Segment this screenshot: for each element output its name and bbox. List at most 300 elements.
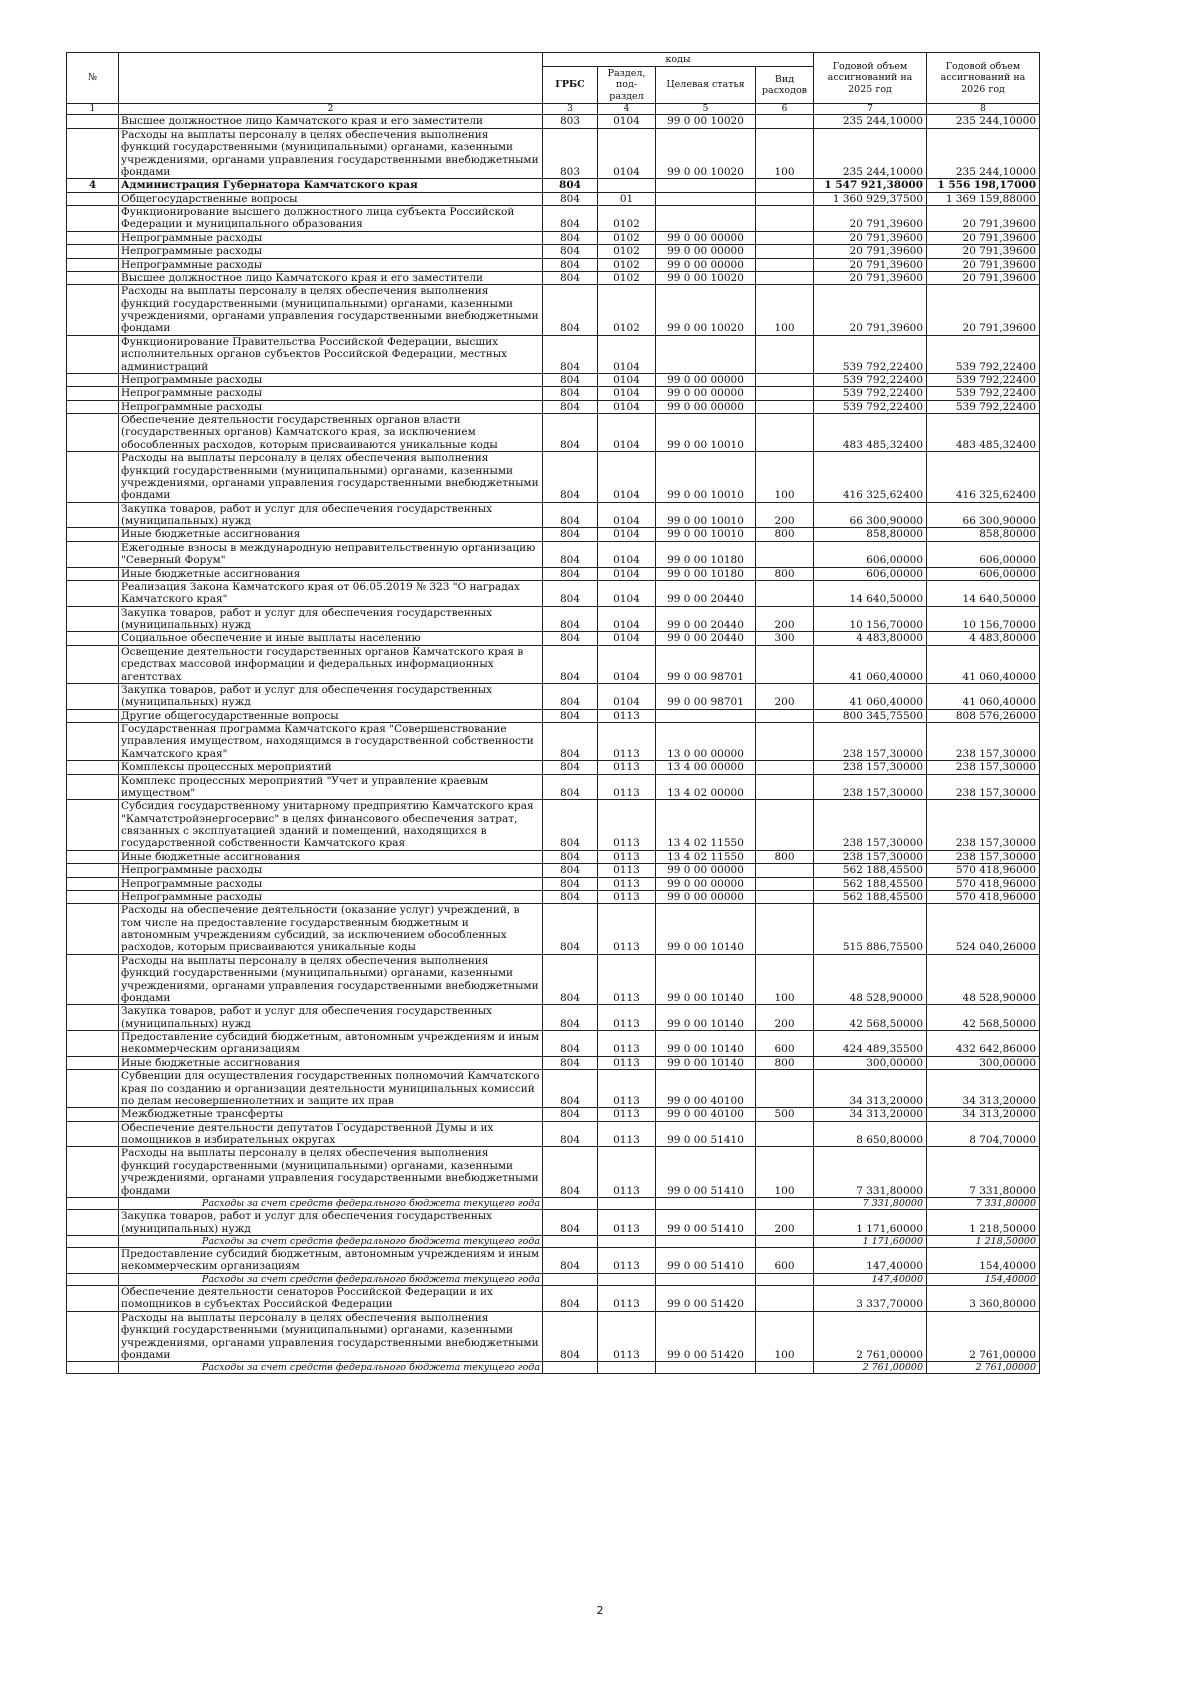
amount-2025: 41 060,40000 bbox=[814, 683, 927, 709]
table-row bbox=[67, 400, 1040, 413]
grbs-code bbox=[543, 1273, 598, 1285]
table-row bbox=[67, 387, 1040, 400]
grbs-code: 804 bbox=[543, 271, 598, 284]
expense-name: Закупка товаров, работ и услуг для обеспечения государственных (муниципальных) нужд bbox=[119, 683, 543, 709]
amount-2025: 562 188,45500 bbox=[814, 877, 927, 890]
table-row bbox=[67, 258, 1040, 271]
row-number bbox=[67, 1273, 119, 1285]
table-row bbox=[67, 502, 1040, 528]
amount-2026: 570 418,96000 bbox=[927, 877, 1040, 890]
target-article-code: 99 0 00 51410 bbox=[656, 1121, 756, 1147]
target-article-code: 99 0 00 20440 bbox=[656, 580, 756, 606]
amount-2026: 235 244,10000 bbox=[927, 128, 1040, 179]
amount-2025: 147,40000 bbox=[814, 1273, 927, 1285]
section-code: 0104 bbox=[598, 567, 656, 580]
grbs-code: 804 bbox=[543, 502, 598, 528]
expense-type-code: 100 bbox=[756, 285, 814, 336]
target-article-code bbox=[656, 335, 756, 373]
target-article-code: 99 0 00 00000 bbox=[656, 231, 756, 244]
expense-type-code bbox=[756, 271, 814, 284]
table-row bbox=[67, 452, 1040, 503]
target-article-code: 13 0 00 00000 bbox=[656, 723, 756, 761]
section-code: 0104 bbox=[598, 115, 656, 128]
row-number bbox=[67, 567, 119, 580]
expense-name: Ежегодные взносы в международную неправительственную организацию "Северный Форум" bbox=[119, 541, 543, 567]
target-article-code: 99 0 00 40100 bbox=[656, 1070, 756, 1108]
table-row bbox=[67, 128, 1040, 179]
amount-2025: 41 060,40000 bbox=[814, 645, 927, 683]
amount-2026: 154,40000 bbox=[927, 1248, 1040, 1274]
expense-type-code bbox=[756, 580, 814, 606]
table-row bbox=[67, 335, 1040, 373]
expense-type-code bbox=[756, 1362, 814, 1374]
amount-2025: 42 568,50000 bbox=[814, 1005, 927, 1031]
expense-type-code: 100 bbox=[756, 1311, 814, 1362]
expense-type-code: 200 bbox=[756, 1210, 814, 1236]
col-name-header bbox=[119, 53, 543, 104]
row-number bbox=[67, 452, 119, 503]
target-article-code: 99 0 00 00000 bbox=[656, 877, 756, 890]
target-article-code: 99 0 00 00000 bbox=[656, 258, 756, 271]
grbs-code bbox=[543, 1235, 598, 1247]
section-code: 0104 bbox=[598, 580, 656, 606]
amount-2025: 2 761,00000 bbox=[814, 1311, 927, 1362]
grbs-code: 804 bbox=[543, 1005, 598, 1031]
target-article-code bbox=[656, 1362, 756, 1374]
row-number bbox=[67, 774, 119, 800]
table-row bbox=[67, 877, 1040, 890]
section-code: 0104 bbox=[598, 452, 656, 503]
table-row bbox=[67, 1108, 1040, 1121]
expense-type-code: 200 bbox=[756, 1005, 814, 1031]
row-number bbox=[67, 541, 119, 567]
grbs-code: 804 bbox=[543, 335, 598, 373]
target-article-code: 13 4 02 00000 bbox=[656, 774, 756, 800]
expense-type-code: 200 bbox=[756, 606, 814, 632]
target-article-code: 99 0 00 10020 bbox=[656, 285, 756, 336]
section-code: 0113 bbox=[598, 761, 656, 774]
section-code: 0104 bbox=[598, 606, 656, 632]
amount-2025: 8 650,80000 bbox=[814, 1121, 927, 1147]
amount-2025: 483 485,32400 bbox=[814, 414, 927, 452]
amount-2025: 539 792,22400 bbox=[814, 335, 927, 373]
table-row bbox=[67, 1005, 1040, 1031]
expense-name: Расходы на выплаты персоналу в целях обеспечения выполнения функций государственными (муниципальными) органами, казенными учреждениями, органами управления государственными внебюджетными фондами bbox=[119, 285, 543, 336]
row-number bbox=[67, 877, 119, 890]
section-code: 0104 bbox=[598, 128, 656, 179]
amount-2025: 238 157,30000 bbox=[814, 774, 927, 800]
grbs-code: 804 bbox=[543, 1248, 598, 1274]
amount-2026: 606,00000 bbox=[927, 541, 1040, 567]
expense-type-code: 100 bbox=[756, 452, 814, 503]
target-article-code: 13 4 02 11550 bbox=[656, 850, 756, 863]
amount-2026: 1 218,50000 bbox=[927, 1210, 1040, 1236]
row-number bbox=[67, 414, 119, 452]
target-article-code: 99 0 00 00000 bbox=[656, 864, 756, 877]
amount-2026: 432 642,86000 bbox=[927, 1031, 1040, 1057]
amount-2026: 20 791,39600 bbox=[927, 271, 1040, 284]
grbs-code: 803 bbox=[543, 128, 598, 179]
table-row bbox=[67, 414, 1040, 452]
table-row bbox=[67, 761, 1040, 774]
expense-name: Предоставление субсидий бюджетным, автономным учреждениям и иным некоммерческим организациям bbox=[119, 1031, 543, 1057]
amount-2026: 808 576,26000 bbox=[927, 709, 1040, 722]
section-code: 01 bbox=[598, 192, 656, 205]
section-code bbox=[598, 1273, 656, 1285]
expense-name: Непрограммные расходы bbox=[119, 400, 543, 413]
expense-type-code: 200 bbox=[756, 502, 814, 528]
expense-type-code bbox=[756, 387, 814, 400]
amount-2026: 1 369 159,88000 bbox=[927, 192, 1040, 205]
expense-name: Высшее должностное лицо Камчатского края и его заместители bbox=[119, 115, 543, 128]
col-number-header: № bbox=[67, 53, 119, 104]
amount-2026: 539 792,22400 bbox=[927, 335, 1040, 373]
amount-2026: 539 792,22400 bbox=[927, 373, 1040, 386]
grbs-code: 804 bbox=[543, 414, 598, 452]
table-row bbox=[67, 709, 1040, 722]
grbs-code: 804 bbox=[543, 1070, 598, 1108]
target-article-code: 99 0 00 10180 bbox=[656, 541, 756, 567]
target-article-code: 99 0 00 98701 bbox=[656, 683, 756, 709]
expense-type-code bbox=[756, 400, 814, 413]
target-article-code: 99 0 00 10140 bbox=[656, 904, 756, 955]
section-code bbox=[598, 1235, 656, 1247]
grbs-code: 804 bbox=[543, 567, 598, 580]
grbs-code: 804 bbox=[543, 580, 598, 606]
table-row bbox=[67, 1031, 1040, 1057]
grbs-code: 804 bbox=[543, 1210, 598, 1236]
amount-2025: 238 157,30000 bbox=[814, 723, 927, 761]
row-number bbox=[67, 1235, 119, 1247]
expense-name: Расходы на выплаты персоналу в целях обеспечения выполнения функций государственными (муниципальными) органами, казенными учреждениями, органами управления государственными внебюджетными фондами bbox=[119, 954, 543, 1005]
expense-type-code: 800 bbox=[756, 850, 814, 863]
row-number bbox=[67, 192, 119, 205]
expense-name: Обеспечение деятельности сенаторов Российской Федерации и их помощников в субъектах Российской Федерации bbox=[119, 1286, 543, 1312]
section-code: 0102 bbox=[598, 285, 656, 336]
row-number bbox=[67, 231, 119, 244]
expense-type-code bbox=[756, 723, 814, 761]
expense-name: Расходы на выплаты персоналу в целях обеспечения выполнения функций государственными (муниципальными) органами, казенными учреждениями, органами управления государственными внебюджетными фондами bbox=[119, 1311, 543, 1362]
amount-2025: 539 792,22400 bbox=[814, 387, 927, 400]
amount-2026: 41 060,40000 bbox=[927, 683, 1040, 709]
table-row bbox=[67, 1070, 1040, 1108]
table-row bbox=[67, 1210, 1040, 1236]
federal-funds-row bbox=[67, 1235, 1040, 1247]
target-article-code bbox=[656, 1235, 756, 1247]
amount-2025: 7 331,80000 bbox=[814, 1197, 927, 1209]
grbs-code: 804 bbox=[543, 850, 598, 863]
row-number bbox=[67, 528, 119, 541]
expense-name: Непрограммные расходы bbox=[119, 245, 543, 258]
target-article-code: 99 0 00 10140 bbox=[656, 1056, 756, 1069]
expense-type-code bbox=[756, 1070, 814, 1108]
table-row bbox=[67, 1056, 1040, 1069]
amount-2025: 34 313,20000 bbox=[814, 1108, 927, 1121]
section-code: 0104 bbox=[598, 400, 656, 413]
amount-2026: 858,80000 bbox=[927, 528, 1040, 541]
column-index: 5 bbox=[656, 103, 756, 115]
amount-2025: 20 791,39600 bbox=[814, 231, 927, 244]
amount-2025: 238 157,30000 bbox=[814, 800, 927, 851]
expense-name: Расходы на выплаты персоналу в целях обеспечения выполнения функций государственными (муниципальными) органами, казенными учреждениями, органами управления государственными внебюджетными фондами bbox=[119, 1147, 543, 1198]
target-article-code: 99 0 00 10140 bbox=[656, 1031, 756, 1057]
expense-type-code: 100 bbox=[756, 128, 814, 179]
expense-name: Субсидия государственному унитарному предприятию Камчатского края "Камчатстройэнергосервис" в целях финансового обеспечения затрат, связанных с эксплуатацией зданий и помещений, находящихся в государственной собственности Камчатского края bbox=[119, 800, 543, 851]
col-2026-header: Годовой объем ассигнований на 2026 год bbox=[927, 53, 1040, 104]
grbs-code: 804 bbox=[543, 1147, 598, 1198]
expense-type-code bbox=[756, 1286, 814, 1312]
expense-name: Закупка товаров, работ и услуг для обеспечения государственных (муниципальных) нужд bbox=[119, 606, 543, 632]
target-article-code: 99 0 00 00000 bbox=[656, 245, 756, 258]
section-code: 0113 bbox=[598, 800, 656, 851]
grbs-code: 804 bbox=[543, 632, 598, 645]
amount-2026: 3 360,80000 bbox=[927, 1286, 1040, 1312]
section-code: 0113 bbox=[598, 1121, 656, 1147]
amount-2025: 515 886,75500 bbox=[814, 904, 927, 955]
row-number bbox=[67, 1031, 119, 1057]
codes-header: коды bbox=[543, 53, 814, 67]
amount-2026: 238 157,30000 bbox=[927, 774, 1040, 800]
row-number bbox=[67, 373, 119, 386]
table-row bbox=[67, 645, 1040, 683]
section-code: 0113 bbox=[598, 1147, 656, 1198]
amount-2025: 10 156,70000 bbox=[814, 606, 927, 632]
amount-2026: 34 313,20000 bbox=[927, 1070, 1040, 1108]
row-number bbox=[67, 1197, 119, 1209]
table-row bbox=[67, 850, 1040, 863]
col-2025-header: Годовой объем ассигнований на 2025 год bbox=[814, 53, 927, 104]
amount-2026: 7 331,80000 bbox=[927, 1197, 1040, 1209]
amount-2025: 34 313,20000 bbox=[814, 1070, 927, 1108]
section-code: 0104 bbox=[598, 645, 656, 683]
grbs-code: 804 bbox=[543, 285, 598, 336]
table-row bbox=[67, 632, 1040, 645]
section-code bbox=[598, 1197, 656, 1209]
amount-2026: 14 640,50000 bbox=[927, 580, 1040, 606]
row-number bbox=[67, 206, 119, 232]
expense-name: Закупка товаров, работ и услуг для обеспечения государственных (муниципальных) нужд bbox=[119, 1005, 543, 1031]
expense-name: Обеспечение деятельности государственных органов власти (государственных органов) Камчатского края, за исключением обособленных расходов, которым присваиваются уникальные коды bbox=[119, 414, 543, 452]
section-code: 0104 bbox=[598, 414, 656, 452]
section-code: 0113 bbox=[598, 877, 656, 890]
grbs-code: 804 bbox=[543, 1286, 598, 1312]
amount-2026: 2 761,00000 bbox=[927, 1311, 1040, 1362]
target-article-code: 99 0 00 00000 bbox=[656, 890, 756, 903]
grbs-code: 804 bbox=[543, 723, 598, 761]
section-code: 0104 bbox=[598, 541, 656, 567]
amount-2025: 238 157,30000 bbox=[814, 850, 927, 863]
table-row bbox=[67, 800, 1040, 851]
amount-2025: 235 244,10000 bbox=[814, 128, 927, 179]
table-row bbox=[67, 954, 1040, 1005]
expense-name: Иные бюджетные ассигнования bbox=[119, 850, 543, 863]
row-number bbox=[67, 400, 119, 413]
table-row bbox=[67, 271, 1040, 284]
row-number bbox=[67, 683, 119, 709]
expense-name: Закупка товаров, работ и услуг для обеспечения государственных (муниципальных) нужд bbox=[119, 502, 543, 528]
expense-type-code bbox=[756, 1197, 814, 1209]
row-number bbox=[67, 1005, 119, 1031]
target-article-code bbox=[656, 179, 756, 192]
budget-table bbox=[66, 52, 1040, 1374]
section-code bbox=[598, 1362, 656, 1374]
expense-type-code bbox=[756, 245, 814, 258]
row-number bbox=[67, 1070, 119, 1108]
expense-name: Другие общегосударственные вопросы bbox=[119, 709, 543, 722]
section-code: 0104 bbox=[598, 335, 656, 373]
col-target-header: Целевая статья bbox=[656, 67, 756, 104]
expense-type-code bbox=[756, 179, 814, 192]
table-row bbox=[67, 1121, 1040, 1147]
amount-2025: 539 792,22400 bbox=[814, 400, 927, 413]
expense-name: Межбюджетные трансферты bbox=[119, 1108, 543, 1121]
section-code: 0102 bbox=[598, 245, 656, 258]
target-article-code: 99 0 00 51420 bbox=[656, 1286, 756, 1312]
expense-type-code bbox=[756, 1121, 814, 1147]
expense-type-code bbox=[756, 890, 814, 903]
amount-2026: 10 156,70000 bbox=[927, 606, 1040, 632]
amount-2025: 606,00000 bbox=[814, 567, 927, 580]
grbs-code: 804 bbox=[543, 864, 598, 877]
amount-2026: 20 791,39600 bbox=[927, 258, 1040, 271]
expense-type-code bbox=[756, 231, 814, 244]
expense-name: Непрограммные расходы bbox=[119, 373, 543, 386]
table-row bbox=[67, 864, 1040, 877]
amount-2026: 524 040,26000 bbox=[927, 904, 1040, 955]
section-code: 0113 bbox=[598, 954, 656, 1005]
amount-2026: 66 300,90000 bbox=[927, 502, 1040, 528]
expense-type-code: 600 bbox=[756, 1031, 814, 1057]
expense-type-code bbox=[756, 414, 814, 452]
amount-2025: 14 640,50000 bbox=[814, 580, 927, 606]
expense-name: Обеспечение деятельности депутатов Государственной Думы и их помощников в избирательных округах bbox=[119, 1121, 543, 1147]
amount-2026: 570 418,96000 bbox=[927, 864, 1040, 877]
grbs-code: 804 bbox=[543, 231, 598, 244]
expense-type-code: 800 bbox=[756, 528, 814, 541]
grbs-code: 804 bbox=[543, 245, 598, 258]
table-row bbox=[67, 683, 1040, 709]
row-number bbox=[67, 954, 119, 1005]
amount-2025: 539 792,22400 bbox=[814, 373, 927, 386]
expense-type-code bbox=[756, 1235, 814, 1247]
expense-name: Расходы на выплаты персоналу в целях обеспечения выполнения функций государственными (муниципальными) органами, казенными учреждениями, органами управления государственными внебюджетными фондами bbox=[119, 128, 543, 179]
table-row bbox=[67, 373, 1040, 386]
section-code: 0113 bbox=[598, 774, 656, 800]
expense-name: Реализация Закона Камчатского края от 06.05.2019 № 323 "О наградах Камчатского края" bbox=[119, 580, 543, 606]
row-number bbox=[67, 1248, 119, 1274]
amount-2025: 4 483,80000 bbox=[814, 632, 927, 645]
row-number bbox=[67, 632, 119, 645]
table-row bbox=[67, 774, 1040, 800]
amount-2025: 20 791,39600 bbox=[814, 258, 927, 271]
section-code: 0113 bbox=[598, 1210, 656, 1236]
target-article-code: 99 0 00 51420 bbox=[656, 1311, 756, 1362]
expense-type-code: 200 bbox=[756, 683, 814, 709]
grbs-code: 804 bbox=[543, 373, 598, 386]
table-row bbox=[67, 1147, 1040, 1198]
amount-2026: 8 704,70000 bbox=[927, 1121, 1040, 1147]
expense-name: Закупка товаров, работ и услуг для обеспечения государственных (муниципальных) нужд bbox=[119, 1210, 543, 1236]
grbs-code bbox=[543, 1362, 598, 1374]
expense-name: Расходы на выплаты персоналу в целях обеспечения выполнения функций государственными (муниципальными) органами, казенными учреждениями, органами управления государственными внебюджетными фондами bbox=[119, 452, 543, 503]
grbs-code: 804 bbox=[543, 1108, 598, 1121]
row-number bbox=[67, 258, 119, 271]
expense-name: Иные бюджетные ассигнования bbox=[119, 528, 543, 541]
row-number bbox=[67, 904, 119, 955]
amount-2026: 238 157,30000 bbox=[927, 723, 1040, 761]
column-index: 1 bbox=[67, 103, 119, 115]
row-number bbox=[67, 1286, 119, 1312]
grbs-code: 804 bbox=[543, 954, 598, 1005]
target-article-code: 99 0 00 51410 bbox=[656, 1210, 756, 1236]
amount-2025: 3 337,70000 bbox=[814, 1286, 927, 1312]
table-row bbox=[67, 245, 1040, 258]
section-code: 0113 bbox=[598, 709, 656, 722]
expense-type-code bbox=[756, 373, 814, 386]
amount-2025: 20 791,39600 bbox=[814, 245, 927, 258]
target-article-code: 13 4 02 11550 bbox=[656, 800, 756, 851]
expense-name: Субвенции для осуществления государственных полномочий Камчатского края по созданию и организации деятельности муниципальных комиссий по делам несовершеннолетних и защите их прав bbox=[119, 1070, 543, 1108]
section-code: 0113 bbox=[598, 904, 656, 955]
expense-type-code bbox=[756, 206, 814, 232]
expense-type-code bbox=[756, 115, 814, 128]
expense-type-code bbox=[756, 864, 814, 877]
section-code bbox=[598, 179, 656, 192]
col-section-header: Раздел, под-раздел bbox=[598, 67, 656, 104]
section-code: 0104 bbox=[598, 387, 656, 400]
expense-name: Иные бюджетные ассигнования bbox=[119, 1056, 543, 1069]
row-number bbox=[67, 1210, 119, 1236]
target-article-code: 99 0 00 20440 bbox=[656, 632, 756, 645]
amount-2025: 1 360 929,37500 bbox=[814, 192, 927, 205]
section-code: 0104 bbox=[598, 632, 656, 645]
expense-type-code bbox=[756, 192, 814, 205]
grbs-code: 804 bbox=[543, 877, 598, 890]
amount-2025: 1 547 921,38000 bbox=[814, 179, 927, 192]
expense-type-code bbox=[756, 709, 814, 722]
row-number bbox=[67, 1056, 119, 1069]
table-row bbox=[67, 723, 1040, 761]
target-article-code: 99 0 00 98701 bbox=[656, 645, 756, 683]
section-code: 0102 bbox=[598, 231, 656, 244]
amount-2025: 858,80000 bbox=[814, 528, 927, 541]
amount-2025: 238 157,30000 bbox=[814, 761, 927, 774]
expense-type-code: 800 bbox=[756, 567, 814, 580]
row-number bbox=[67, 709, 119, 722]
amount-2026: 34 313,20000 bbox=[927, 1108, 1040, 1121]
table-row bbox=[67, 206, 1040, 232]
row-number bbox=[67, 761, 119, 774]
grbs-code: 804 bbox=[543, 890, 598, 903]
table-row bbox=[67, 606, 1040, 632]
target-article-code: 99 0 00 10140 bbox=[656, 1005, 756, 1031]
section-code: 0113 bbox=[598, 850, 656, 863]
target-article-code bbox=[656, 1273, 756, 1285]
amount-2026: 20 791,39600 bbox=[927, 231, 1040, 244]
grbs-code: 804 bbox=[543, 645, 598, 683]
target-article-code: 99 0 00 10020 bbox=[656, 115, 756, 128]
expense-name: Освещение деятельности государственных органов Камчатского края в средствах массовой информации и федеральных информационных агентствах bbox=[119, 645, 543, 683]
grbs-code: 804 bbox=[543, 206, 598, 232]
grbs-code: 804 bbox=[543, 192, 598, 205]
expense-name: Комплекс процессных мероприятий "Учет и управление краевым имуществом" bbox=[119, 774, 543, 800]
amount-2026: 2 761,00000 bbox=[927, 1362, 1040, 1374]
amount-2026: 4 483,80000 bbox=[927, 632, 1040, 645]
column-index: 4 bbox=[598, 103, 656, 115]
grbs-code: 804 bbox=[543, 606, 598, 632]
amount-2026: 41 060,40000 bbox=[927, 645, 1040, 683]
expense-name: Расходы на обеспечение деятельности (оказание услуг) учреждений, в том числе на предоставление государственным бюджетным и автономным учреждениям субсидий, за исключением обособленных расходов, которым присваиваются уникальные коды bbox=[119, 904, 543, 955]
